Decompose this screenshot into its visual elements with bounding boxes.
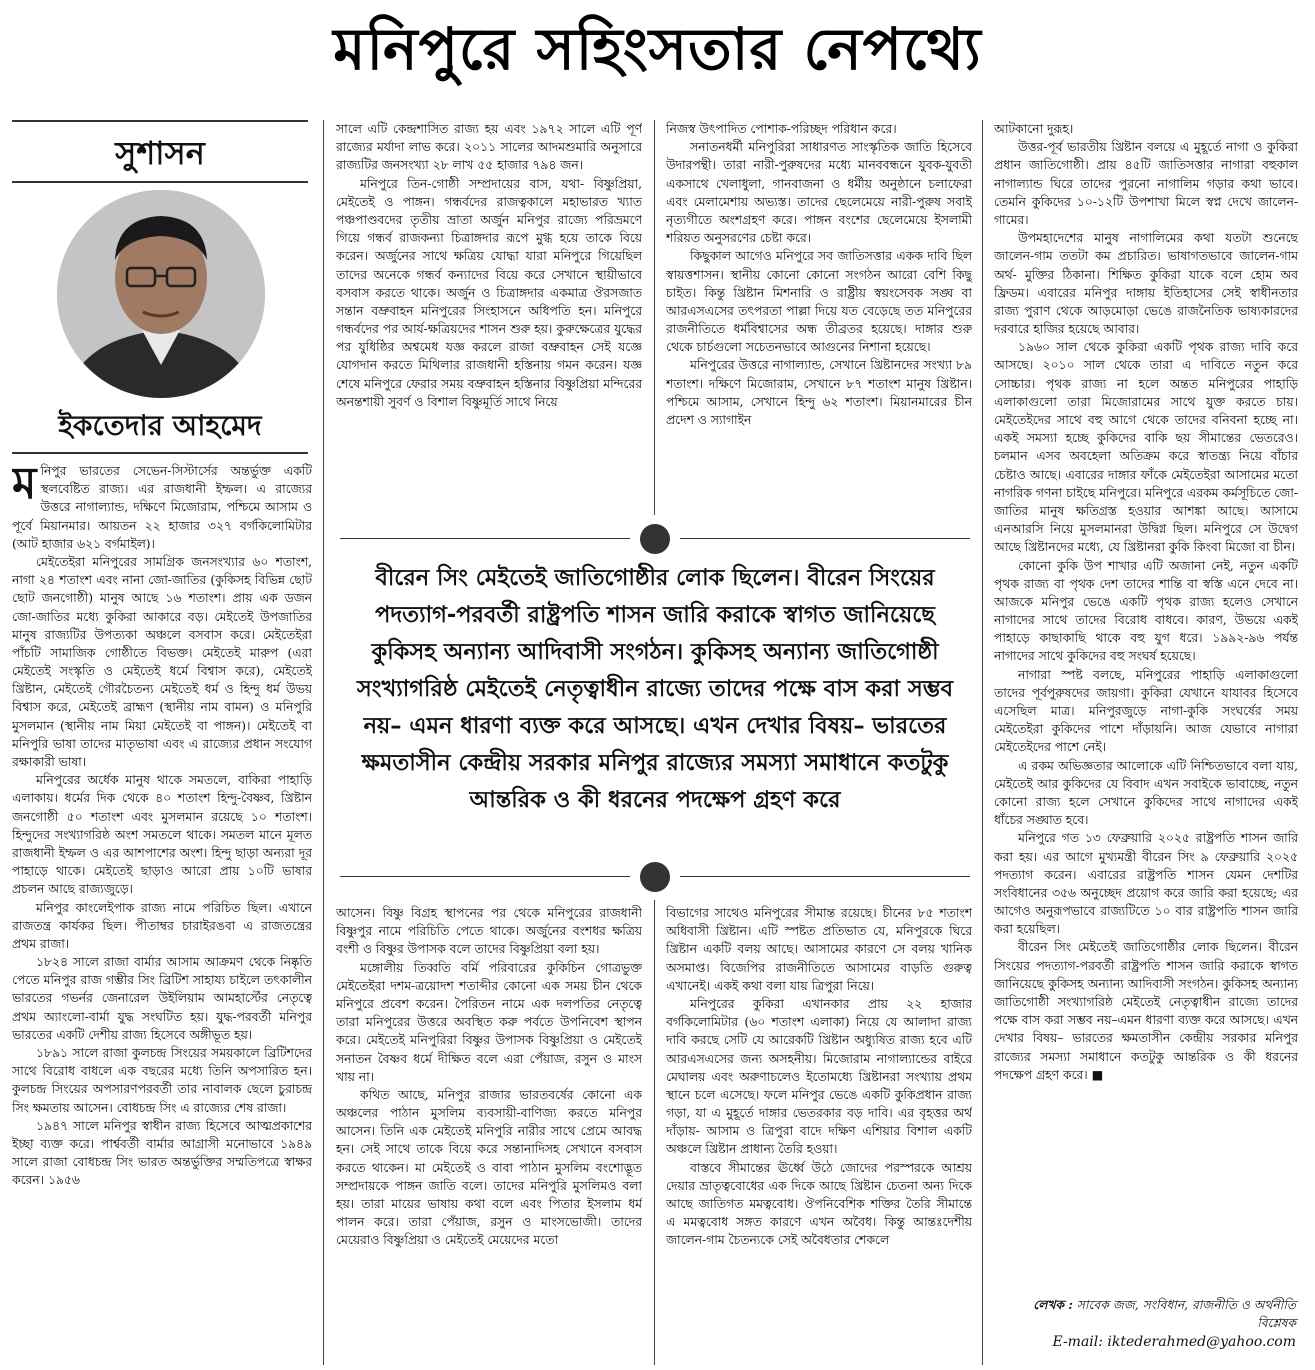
paragraph: মেইতেইরা মনিপুরের সামগ্রিক জনসংখ্যার ৬০ শতাংশ, নাগা ২৪ শতাংশ এবং নানা জো-জাতির (কুকিসহ বিভিন্ন ছোট ছোট জনগোষ্ঠী) মানুষ আছে ১৬ শতাংশ। প্রায় এক ডজন জো-জাতির মধ্যে কুকিরা আকারে বড়। মেইতেই উপজাতির মানুষ রাজ্যটির উপত্যকা অঞ্চলে বসবাস করে। মেইতেইরা পাঁচটি সামাজিক গোষ্ঠীতে বিভক্ত। মেইতেই মারুপ (এরা মেইতেই সংস্কৃতি ও মেইতেই ধর্মে বিশ্বাস করে), মেইতেই খ্রিষ্টান, মেইতেই গৌরচৈতন্য মেইতেই ধর্ম ও হিন্দু ধর্ম উভয় বিশ্বাস করে, মেইতেই ব্রাহ্মণ (স্থানীয় নাম বামন) ও মনিপুরি মুসলমান (স্থানীয় নাম মিয়া মেইতেই বা পাঙ্গন)। মেইতেই বা মনিপুরি ভাষা তাদের মাতৃভাষা এবং এ রাজ্যের প্রধান সংযোগ রক্ষাকারী ভাষা।	[12, 554, 312, 769]
paragraph: ১৯৪৭ সালে মনিপুর স্বাধীন রাজ্য হিসেবে আত্মপ্রকাশের ইচ্ছা ব্যক্ত করে। পার্শ্ববর্তী বার্মার আগ্রাসী মনোভাবে ১৯৪৯ সালে রাজা বোধচন্দ্র সিং ভারত অন্তর্ভুক্তির সম্মতিপত্রে স্বাক্ষর করেন। ১৯৫৬	[12, 1118, 312, 1188]
paragraph: বিভাগের সাথেও মনিপুরের সীমান্ত রয়েছে। চীনের ৮৫ শতাংশ অধিবাসী খ্রিষ্টান। এটি স্পষ্টত প্রতিভাত যে, মনিপুরকে ঘিরে খ্রিষ্টান একটি বলয় আছে। আসামের কারণে সে বলয় খানিক অসমাপ্ত। বিজেপির রাজনীতিতে আসামের বাড়তি গুরুত্ব এখানেই। একই কথা বলা যায় ত্রিপুরা নিয়ে।	[666, 906, 972, 993]
paragraph: মনিপুরের উত্তরে নাগাল্যান্ড, সেখানে খ্রিষ্টানদের সংখ্যা ৮৯ শতাংশ। দক্ষিণে মিজোরাম, সেখানে ৮৭ শতাংশ মানুষ খ্রিষ্টান। পশ্চিমে আসাম, সেখানে হিন্দু ৬২ শতাংশ। মিয়ানমারের চীন প্রদেশ ও স্যাগাইন	[666, 358, 972, 427]
author-role	[996, 1296, 1296, 1332]
author-byline	[996, 1296, 1296, 1353]
column-divider	[982, 120, 983, 1365]
paragraph: ১৮৯১ সালে রাজা কুলচন্দ্র সিংয়ের সময়কালে ব্রিটিশদের সাথে বিরোধ বাধলে এক বছরের মধ্যে তিনি অপসারিত হন। কুলচন্দ্র সিংয়ের অপসারণপরবর্তী তার নাবালক ছেলে চুরাচন্দ্র সিং ক্ষমতায় আসেন। বোধচন্দ্র সিং এ রাজ্যের শেষ রাজা।	[12, 1046, 312, 1115]
author-name: ইকতেদার আহমেদ	[58, 409, 262, 442]
paragraph: বীরেন সিং মেইতেই জাতিগোষ্ঠীর লোক ছিলেন। বীরেন সিংয়ের পদত্যাগ-পরবর্তী রাষ্ট্রপতি শাসন জারি করাকে স্বাগত জানিয়েছে কুকিসহ অন্যান্য আদিবাসী সংগঠন। কুকিসহ অন্যান্য জাতিগোষ্ঠী সংখ্যাগরিষ্ঠ মেইতেই নেতৃত্বাধীন রাজ্যে তাদের পক্ষে বাস করা সম্ভব নয়–এমন ধারণা ব্যক্ত করে আসছে। এখন দেখার বিষয়– ভারতের ক্ষমতাসীন কেন্দ্রীয় সরকার মনিপুর রাজ্যের সমস্যা সমাধানে কতটুকু আন্তরিক ও কী ধরনের পদক্ষেপ গ্রহণ করে। ■	[994, 940, 1298, 1082]
column-divider	[654, 120, 655, 515]
paragraph: উত্তর-পূর্ব ভারতীয় খ্রিষ্টান বলয়ে এ মুহূর্তে নাগা ও কুকিরা প্রধান জাতিগোষ্ঠী। প্রায় ৪৫টি জাতিসত্তার নাগারা বহুকাল নাগাল্যান্ড ঘিরে তাদের পুরনো নাগালিম গড়ার কথা ভাবে। তেমনি কুকিদের ১০-১২টি উপশাখা মিলে স্বপ্ন দেখে জালেন-গামের।	[994, 140, 1298, 227]
paragraph: মনিপুরে গত ১৩ ফেব্রুয়ারি ২০২৫ রাষ্ট্রপতি শাসন জারি করা হয়। এর আগে মুখ্যমন্ত্রী বীরেন সিং ৯ ফেব্রুয়ারি ২০২৫ পদত্যাগ করেন। এবারের রাষ্ট্রপতি শাসন যেমন দেশটির সংবিধানের ৩৫৬ অনুচ্ছেদ প্রয়োগ করে জারি করা হয়েছে; এর আগেও অনুরূপভাবে রাজ্যটিতে ১০ বার রাষ্ট্রপতি শাসন জারি করা হয়েছিল।	[994, 831, 1298, 937]
article-column-4	[994, 120, 1298, 1292]
author-email: E-mail: iktederahmed@yahoo.com	[1052, 1334, 1296, 1351]
section-rule-bottom	[12, 181, 308, 183]
pullquote-rule-top	[340, 538, 630, 539]
column-divider	[654, 900, 655, 1365]
pullquote-rule-bottom	[680, 876, 970, 877]
pullquote: বীরেন সিং মেইতেই জাতিগোষ্ঠীর লোক ছিলেন। বীরেন সিংয়ের পদত্যাগ-পরবর্তী রাষ্ট্রপতি শাসন জারি করাকে স্বাগত জানিয়েছে কুকিসহ অন্যান্য আদিবাসী সংগঠন। কুকিসহ অন্যান্য জাতিগোষ্ঠী সংখ্যাগরিষ্ঠ মেইতেই নেতৃত্বাধীন রাজ্যে তাদের পক্ষে বাস করা সম্ভব নয়– এমন ধারণা ব্যক্ত করে আসছে। এখন দেখার বিষয়– ভারতের ক্ষমতাসীন কেন্দ্রীয় সরকার মনিপুর রাজ্যের সমস্যা সমাধানে কতটুকু আন্তরিক ও কী ধরনের পদক্ষেপ গ্রহণ করে	[356, 565, 954, 813]
paragraph: এ রকম অভিজ্ঞতার আলোকে এটি নিশ্চিতভাবে বলা যায়, মেইতেই আর কুকিদের যে বিবাদ এখন সবাইকে ভাবাচ্ছে, নতুন কোনো রাজ্য হলে সেখানে কুকিদের সাথে নাগাদের একই ধাঁচের সঙ্ঘাত হবে।	[994, 758, 1298, 828]
article-column-2-top	[336, 120, 642, 512]
column-divider	[323, 120, 324, 1365]
author-rule	[12, 452, 308, 454]
pullquote-rule-top	[680, 538, 970, 539]
paragraph: আটকানো দুরূহ।	[994, 122, 1074, 136]
paragraph: কিছুকাল আগেও মনিপুরে সব জাতিসত্তার একক দাবি ছিল স্বায়ত্তশাসন। স্থানীয় কোনো কোনো সংগঠন আরো বেশি কিছু চাইত। কিন্তু খ্রিষ্টান মিশনারি ও রাষ্ট্রীয় স্বয়ংসেবক সঙ্ঘ বা আরএসএসের তৎপরতা পাল্লা দিয়ে যত বেড়েছে তত মনিপুরের রাজনীতিতে ধর্মবিশ্বাসের অন্ধ তীব্রতর হয়েছে। দাঙ্গার শুরু থেকে চার্চগুলো সচেতনভাবে আগুনের নিশানা হয়েছে।	[666, 249, 972, 355]
article-column-1	[12, 462, 312, 1365]
paragraph: সনাতনধর্মী মনিপুরিরা সাধারণত সাংস্কৃতিক জাতি হিসেবে উদারপন্থী। তারা নারী-পুরুষদের মধ্যে মানববন্ধনে যুবক-যুবতী একসাথে খেলাধুলা, গানবাজনা ও ধর্মীয় অনুষ্ঠানে চলাফেরা এবং মেলামেশায় অভ্যস্ত। তাদের ছেলেমেয়ে নারী-পুরুষ সবাই নৃত্যগীতে অংশগ্রহণ করে। পাঙ্গন বংশের ছেলেমেয়ে ইসলামী শরিয়ত অনুসরণের চেষ্টা করে।	[666, 140, 972, 246]
author-photo	[57, 190, 265, 398]
paragraph: মনিপুরের অর্ধেক মানুষ থাকে সমতলে, বাকিরা পাহাড়ি এলাকায়। ধর্মের দিক থেকে ৪০ শতাংশ হিন্দু-বৈষ্ণব, খ্রিষ্টান জনগোষ্ঠী ৫০ শতাংশ এবং মুসলমান রয়েছে ১০ শতাংশ। হিন্দুদের সংখ্যাগরিষ্ঠ অংশ সমতলে থাকে। সমতল মানে মূলত রাজধানী ইম্ফল ও এর আশপাশের অংশ। হিন্দু ছাড়া অন্যরা দূর পাহাড়ে থাকে। মেইতেই ছাড়াও আরো প্রায় ১০টি ভাষার প্রচলন আছে রাজ্যজুড়ে।	[12, 773, 312, 897]
paragraph: মনিপুরের কুকিরা এখানকার প্রায় ২২ হাজার বর্গকিলোমিটার (৬০ শতাংশ এলাকা) নিয়ে যে আলাদা রাজ্য দাবি করছে সেটি যে আরেকটি খ্রিষ্টান অধ্যুষিত রাজ্য হবে এটি আরএসএসের জন্য অসহনীয়। মিজোরাম নাগাল্যান্ডের বাইরে মেঘালয় এবং অরুণাচলেও ইতোমধ্যে খ্রিষ্টানরা সংখ্যায় প্রথম স্থানে চলে এসেছে। ফলে মনিপুর ভেঙে একটি কুকিপ্রধান রাজ্য গড়া, যা এ মুহূর্তে দাঙ্গার ভেতরকার বড় দাবি। এর বৃহত্তর অর্থ দাঁড়ায়- আসাম ও ত্রিপুরা বাদে দক্ষিণ এশিয়ার বিশাল একটি অঞ্চলে খ্রিষ্টান প্রাধান্য তৈরি হওয়া।	[666, 996, 972, 1157]
author-role-label: লেখক :	[1033, 1297, 1073, 1312]
author-role-text: সাবেক জজ, সংবিধান, রাজনীতি ও অর্থনীতি বিশ্লেষক	[1076, 1298, 1296, 1331]
paragraph: মঙ্গোলীয় তিব্বতি বর্মি পরিবারের কুকিচিন গোত্রভুক্ত মেইতেইরা দশম-ত্রয়োদশ শতাব্দীর কোনো এক সময় চীন থেকে মনিপুরে প্রবেশ করেন। পৈরিতন নামে এক দলপতির নেতৃত্বে তারা মনিপুরের উত্তরে অবস্থিত করু পর্বতে উপনিবেশ স্থাপন করে। মেইতেই মনিপুরিরা বিষ্ণুর উপাসক বিষ্ণুপ্রিয়া ও মেইতেই সনাতন বৈষ্ণব ধর্মে দীক্ষিত বলে এরা পেঁয়াজ, রসুন ও মাংস খায় না।	[336, 960, 642, 1084]
pullquote-dot-bottom	[640, 862, 670, 892]
paragraph: মনিপুর কাংলেইপাক রাজ্য নামে পরিচিত ছিল। এখানে রাজতন্ত্র কার্যকর ছিল। পীতাম্বর চারাইরঙবা এ রাজতন্ত্রের প্রথম রাজা।	[12, 900, 312, 951]
paragraph: কথিত আছে, মনিপুর রাজার ভারতবর্ষের কোনো এক অঞ্চলের পাঠান মুসলিম ব্যবসায়ী-বাণিজ্য করতে মনিপুর আসেন। তিনি এক মেইতেই মনিপুরি নারীর সাথে প্রেমে আবদ্ধ হন। সেই সাথে তাকে বিয়ে করে সন্তানাদিসহ সেখানে বসবাস করতে থাকেন। মা মেইতেই ও বাবা পাঠান মুসলিম বংশোদ্ভূত সম্প্রদায়কে পাঙ্গন জাতি বলে। তাদের মনিপুরি মুসলিমও বলা হয়। তারা মায়ের ভাষায় কথা বলে এবং পিতার ইসলাম ধর্ম পালন করে। তারা পেঁয়াজ, রসুন ও মাংসভোজী। তাদের মেয়েরাও বিষ্ণুপ্রিয়া ও মেইতেই মেয়েদের মতো	[336, 1087, 642, 1248]
paragraph: ১৮২৪ সালে রাজা বার্মার আসাম আক্রমণ থেকে নিষ্কৃতি পেতে মনিপুর রাজ গম্ভীর সিং ব্রিটিশ সাহায্য চাইলে তৎকালীন ভারতের গভর্নর জেনারেল উইলিয়াম আমহার্স্টের নেতৃত্বে প্রথম অ্যাংলো-বার্মা যুদ্ধ সংঘটিত হয়। যুদ্ধ-পরবর্তী মনিপুর ভারতের একটি দেশীয় রাজ্য হিসেবে অঙ্গীভূত হয়।	[12, 955, 312, 1042]
paragraph: মনিপুরে তিন-গোষ্ঠী সম্প্রদায়ের বাস, যথা- বিষ্ণুপ্রিয়া, মেইতেই ও পাঙ্গন। গন্ধর্বদের রাজত্বকালে মহাভারত খ্যাত পঞ্চপাণ্ডবদের তৃতীয় ভ্রাতা অর্জুন মনিপুর রাজ্যে পরিভ্রমণে গিয়ে গন্ধর্ব রাজকন্যা চিত্রাঙ্গদার রূপে মুগ্ধ হয়ে তাকে বিয়ে করেন। অর্জুনের সাথে ক্ষত্রিয় যোদ্ধা যারা মনিপুরে গিয়েছিল তাদের অনেকে গন্ধর্ব কন্যাদের বিয়ে করে সেখানে স্থায়ীভাবে বসবাস করতে থাকে। অর্জুন ও চিত্রাঙ্গদার একমাত্র ঔরসজাত সন্তান বভ্রুবাহন মনিপুরের সিংহাসনে অধিপতি হন। মনিপুরে গন্ধর্বদের পর আর্য-ক্ষত্রিয়দের শাসন শুরু হয়। কুরুক্ষেত্রের যুদ্ধের পর যুধিষ্ঠির অশ্বমেধ যজ্ঞ করলে রাজা বভ্রুবাহন সেই যজ্ঞে যোগদান করতে মিথিলার রাজধানী হস্তিনায় গমন করেন। যজ্ঞ শেষে মনিপুরে ফেরার সময় বভ্রুবাহন হস্তিনার বিষ্ণুপ্রিয়া মন্দিরের অনন্তশায়ী সুবর্ণ ও বিশাল বিষ্ণুমূর্তি সাথে নিয়ে	[336, 176, 642, 409]
paragraph: উপমহাদেশের মানুষ নাগালিমের কথা যতটা শুনেছে জালেন-গাম ততটা কম প্রচারিত। ভাষাগতভাবে জালেন-গাম অর্থ- মুক্তির ঠিকানা। শিক্ষিত কুকিরা যাকে বলে হোম অব ফ্রিডম। এবারের মনিপুর দাঙ্গায় ইতিহাসের সেই স্বাধীনতার রাজ্য পুরাণ থেকে আড়মোড়া ভেঙে রাজনৈতিক ভাষ্যকারদের দরবারে হাজির হয়েছে আবার।	[994, 231, 1298, 337]
paragraph: কোনো কুকি উপ শাখার এটি অজানা নেই, নতুন একটি পৃথক রাজ্য বা পৃথক দেশ তাদের শান্তি বা স্বস্তি এনে দেবে না। আজকে মনিপুর ভেঙে একটি পৃথক রাজ্য হলেও সেখানে নাগাদের সাথে তাদের বিরোধ বাধবে। কারণ, উভয়ে একই পাহাড়ে কাছাকাছি থাকে বহু যুগ ধরে। ১৯৯২-৯৬ পর্যন্ত নাগাদের সাথে কুকিদের বহু সংঘর্ষ হয়েছে।	[994, 558, 1298, 664]
paragraph: নিজস্ব উৎপাদিত পোশাক-পরিচ্ছদ পরিধান করে।	[666, 122, 897, 136]
article-column-2-bottom	[336, 904, 642, 1365]
section-label: সুশাসন	[115, 134, 205, 172]
pullquote-rule-bottom	[340, 876, 630, 877]
paragraph: নাগারা স্পষ্ট বলছে, মনিপুরের পাহাড়ি এলাকাগুলো তাদের পূর্বপুরুষদের জায়গা। কুকিরা যেখানে যাযাবর হিসেবে এসেছিল মাত্র। মনিপুরজুড়ে নাগা-কুকি সংঘর্ষের সময় মেইতেইরা কুকিদের পাশে দাঁড়ায়নি। আজ যেভাবে নাগারা মেইতেইদের পাশে নেই।	[994, 667, 1298, 755]
paragraph: নিপুর ভারতের সেভেন-সিস্টার্সের অন্তর্ভুক্ত একটি স্থলবেষ্টিত রাজ্য। এর রাজধানী ইম্ফল। এ রাজ্যের উত্তরে নাগাল্যান্ড, দক্ষিণে মিজোরাম, পশ্চিমে আসাম ও পূর্বে মিয়ানমার। আয়তন ২২ হাজার ৩২৭ বর্গকিলোমিটার (আট হাজার ৬২১ বর্গমাইল)।	[12, 464, 312, 551]
paragraph: বাস্তবে সীমান্তের ঊর্ধ্বে উঠে জোদের পরস্পরকে আশ্রয় দেয়ার ভ্রাতৃত্ববোধের এক দিকে আছে খ্রিষ্টান চেতনা অন্য দিকে আছে জাতিগত মমত্ববোধ। ঔপনিবেশিক শক্তির তৈরি সীমান্তে এ মমত্ববোধ সঙ্গত কারণে এখন অবৈধ। কিন্তু আন্তঃদেশীয় জালেন-গাম চৈতন্যকে সেই অবৈধতার শেকলে	[666, 1160, 972, 1248]
pullquote-dot-top	[640, 524, 670, 554]
article-column-3-top	[666, 120, 972, 512]
paragraph: ১৯৬০ সাল থেকে কুকিরা একটি পৃথক রাজ্য দাবি করে আসছে। ২০১০ সাল থেকে তারা এ দাবিতে নতুন করে সোচ্চার। পৃথক রাজ্য না হলে অন্তত মনিপুরের পাহাড়ি এলাকাগুলো তারা মিজোরামের সাথে যুক্ত করতে চায়। মেইতেইদের সাথে বহু আগে থেকে তাদের বনিবনা হচ্ছে না। একই সমস্যা হচ্ছে কুকিদের বাকি ছয় সীমান্তের ভেতরেও। চলমান এসব অবহেলা অতিক্রম করে স্বাতন্ত্র্য নিয়ে বাঁচার চেষ্টাও আছে। এবারের দাঙ্গার ফাঁকে মেইতেইরা আসামের মতো নাগরিক গণনা চাইছে মনিপুরে। মনিপুরে এরকম কর্মসূচিতে জো-জাতির মানুষ ক্ষতিগ্রস্ত হওয়ার আশঙ্কা আছে। আসামে এনআরসি নিয়ে মুসলমানরা উদ্বিগ্ন ছিল। মনিপুরে সে উদ্বেগ আছে খ্রিষ্টানদের মধ্যে, যে খ্রিষ্টানরা কুকি কিংবা মিজো বা চীন।	[994, 340, 1298, 555]
drop-cap: ম	[12, 462, 37, 509]
paragraph: আসেন। বিষ্ণু বিগ্রহ স্থাপনের পর থেকে মনিপুরের রাজধানী বিষ্ণুপুর নামে পরিচিতি পেতে থাকে। অর্জুনের বংশধর ক্ষত্রিয় বংশী ও বিষ্ণুর উপাসক বলে তাদের বিষ্ণুপ্রিয়া বলা হয়।	[336, 906, 642, 957]
article-column-3-bottom	[666, 904, 972, 1365]
paragraph: সালে এটি কেন্দ্রশাসিত রাজ্য হয় এবং ১৯৭২ সালে এটি পূর্ণ রাজ্যের মর্যাদা লাভ করে। ২০১১ সালের আদমশুমারি অনুসারে রাজ্যটির জনসংখ্যা ২৮ লাখ ৫৫ হাজার ৭৯৪ জন।	[336, 122, 642, 173]
author-photo-illustration	[57, 190, 265, 398]
headline: মনিপুরে সহিংসতার নেপথ্যে	[333, 15, 982, 83]
section-rule-top	[12, 120, 308, 122]
